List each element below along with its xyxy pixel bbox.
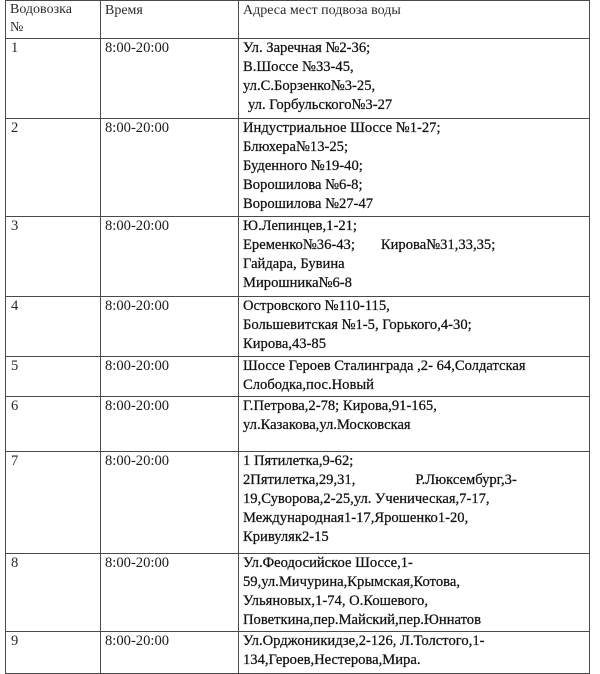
address-line-pair (243, 236, 589, 255)
address-cell (239, 297, 590, 357)
address-cell (239, 39, 590, 119)
address-line: Кирова№31,33,35; (380, 237, 496, 253)
table-row (6, 554, 590, 632)
truck-number: 6 (6, 397, 101, 452)
table-row (6, 632, 590, 674)
address-line: Ворошилова №27-47 (243, 196, 374, 212)
header-truck-label: Водовозка (10, 2, 72, 17)
truck-number: 2 (6, 119, 101, 217)
address-line: Большевитская №1-5, Горького,4-30; (243, 317, 472, 333)
table-row (6, 357, 590, 397)
address-line: Ул.Феодосийское Шоссе,1- (243, 555, 413, 571)
address-line: Ю.Лепинцев,1-21; (243, 218, 357, 234)
delivery-time: 8:00-20:00 (101, 119, 239, 217)
address-line: Слободка,пос.Новый (243, 377, 374, 393)
address-line: Мирошника№6-8 (243, 275, 352, 291)
address-line: Ул. Заречная №2-36; (243, 40, 371, 56)
address-line: 19,Суворова,2-25,ул. Ученическая,7-17, (243, 491, 490, 507)
truck-number: 7 (6, 452, 101, 554)
address-line: ул.С.Борзенко№3-25, (243, 78, 376, 94)
address-line: Гайдара, Бувина (243, 256, 345, 272)
delivery-time: 8:00-20:00 (101, 297, 239, 357)
truck-number: 3 (6, 217, 101, 297)
address-cell (239, 357, 590, 397)
address-line: Г.Петрова,2-78; Кирова,91-165, (243, 398, 437, 414)
address-line: 2Пятилетка,29,31, (243, 472, 356, 488)
truck-number: 1 (6, 39, 101, 119)
address-line: Блюхера№13-25; (243, 139, 349, 155)
header-time: Время (101, 1, 239, 39)
address-line-pair (243, 471, 589, 490)
table-row (6, 452, 590, 554)
truck-number: 5 (6, 357, 101, 397)
delivery-time: 8:00-20:00 (101, 217, 239, 297)
address-line: Буденного №19-40; (243, 158, 363, 174)
delivery-time: 8:00-20:00 (101, 397, 239, 452)
address-line: Кривуляк2-15 (243, 529, 329, 545)
table-row (6, 397, 590, 452)
address-line: Ульяновых,1-74, О.Кошевого, (243, 593, 428, 609)
address-line: Кирова,43-85 (243, 336, 327, 352)
address-line: Островского №110-115, (243, 298, 390, 314)
header-addresses: Адреса мест подвоза воды (239, 1, 590, 39)
address-line: 1 Пятилетка,9-62; (243, 453, 354, 469)
table-row (6, 39, 590, 119)
address-cell (239, 632, 590, 674)
header-truck-number (6, 1, 101, 39)
address-cell (239, 452, 590, 554)
delivery-time: 8:00-20:00 (101, 39, 239, 119)
table-row (6, 119, 590, 217)
address-line: Шоссе Героев Сталинграда ,2- 64,Солдатская (243, 358, 526, 374)
delivery-time: 8:00-20:00 (101, 554, 239, 632)
delivery-time: 8:00-20:00 (101, 452, 239, 554)
address-line: Р.Люксембург,3- (415, 472, 517, 488)
truck-number: 4 (6, 297, 101, 357)
delivery-time: 8:00-20:00 (101, 632, 239, 674)
truck-number: 9 (6, 632, 101, 674)
water-delivery-table (5, 0, 590, 674)
table-row (6, 217, 590, 297)
address-line: Еременко№36-43; (243, 237, 355, 253)
table-row (6, 297, 590, 357)
address-cell (239, 554, 590, 632)
table-header-row (6, 1, 590, 39)
address-line: Индустриальное Шоссе №1-27; (243, 120, 441, 136)
address-cell (239, 397, 590, 452)
address-cell (239, 217, 590, 297)
address-line: 59,ул.Мичурина,Крымская,Котова, (243, 574, 460, 590)
address-line: Ворошилова №6-8; (243, 177, 363, 193)
truck-number: 8 (6, 554, 101, 632)
address-line: 134,Героев,Нестерова,Мира. (243, 652, 421, 668)
address-line: ул. Горбульского№3-27 (248, 97, 393, 113)
address-line: ул.Казакова,ул.Московская (243, 417, 411, 433)
address-line: Поветкина,пер.Майский,пер.Юннатов (243, 612, 481, 628)
address-line: Ул.Орджоникидзе,2-126, Л.Толстого,1- (243, 633, 485, 649)
document-page (2, 0, 598, 674)
header-number-sign: № (10, 20, 24, 35)
address-cell (239, 119, 590, 217)
address-line: В.Шоссе №33-45, (243, 59, 354, 75)
delivery-time: 8:00-20:00 (101, 357, 239, 397)
address-line: Международная1-17,Ярошенко1-20, (243, 510, 469, 526)
